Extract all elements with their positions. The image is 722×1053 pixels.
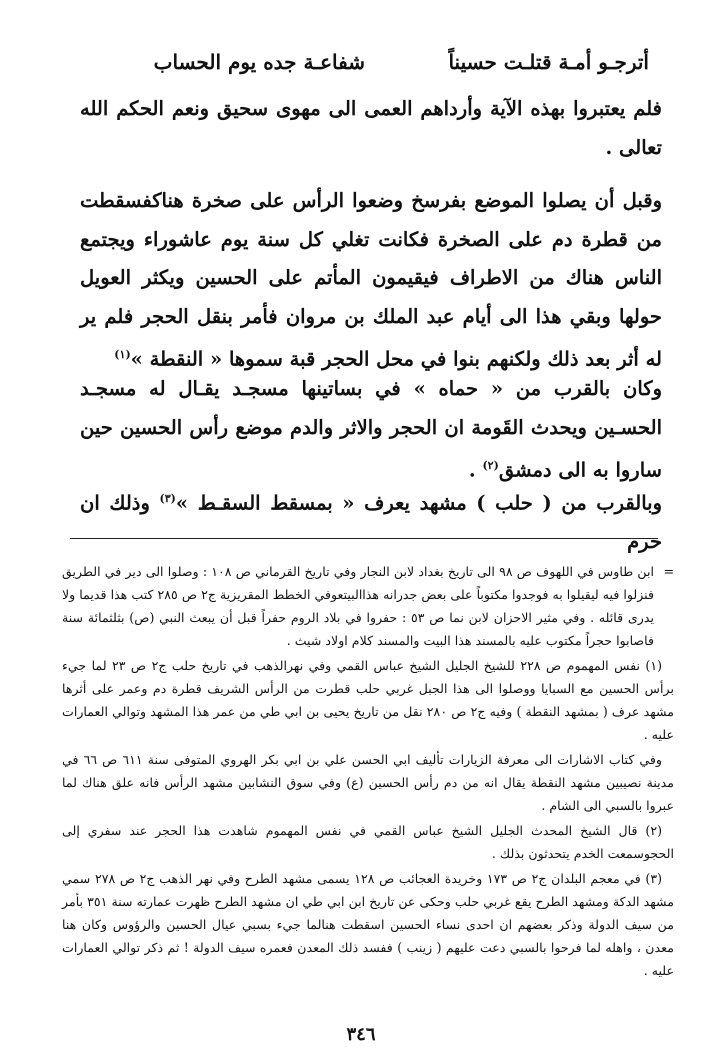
- paragraph-3: [80, 370, 662, 490]
- poem-hemistich-first: أترجـو أمـة قتلـت حسيناً: [448, 50, 649, 74]
- paragraph-2: [80, 182, 662, 379]
- footnote-continued-text: ابن طاوس في اللهوف ص ٩٨ الى تاريخ بغداد لابن النجار وفي تاريخ القرماني ص ١٠٨ : وصلوا الى دير في الطريق فنزلوا فيه ليقيلوا به فوجدوا مكتوباً على بعض جدرانه هذاالبيتعوفي الخطط المقريزية ج٢ ص ٢٨٥ كتب هذا قديما ولا يدرى قائله . وفي مثير الاحزان لابن نما ص ٥٣ : حفروا في بلاد الروم حفراً قبل أن يبعث النبي (ص) بثلثمائة سنة فاصابوا حجراً مكتوب عليه بالمسند هذا البيت والمسند كلام اولاد شيث .: [62, 564, 654, 648]
- poem-verse: [95, 42, 655, 82]
- footnote-2: (٢) قال الشيخ المحدث الجليل الشيخ عباس القمي في نفس المهموم شاهدت هذا الحجر عند سفري إلى الحجوسمعت الخدم يتحدثون بذلك .: [62, 823, 674, 861]
- paragraph-1: فلم يعتبروا بهذه الآية وأرداهم العمى الى مهوى سحيق ونعم الحكم الله تعالى .: [80, 97, 662, 159]
- poem-hemistich-second: شفاعـة جده يوم الحساب: [153, 50, 365, 74]
- footnote-continued: [62, 560, 674, 652]
- page-number: ٣٤٦: [346, 1024, 376, 1045]
- paragraph-4-text: وبالقرب من ( حلب ) مشهد يعرف « بمسقط السقـط »: [175, 491, 662, 515]
- footnote-divider: [70, 538, 658, 539]
- paragraph-4: [80, 480, 662, 562]
- footnote-3: (٣) في معجم البلدان ج٢ ص ١٧٣ وخريدة العجائب ص ١٢٨ يسمى مشهد الطرح وفي نهر الذهب ج٢ ص ٢٧٨ سمي مشهد الدكة ومشهد الطرح يقع غربي حلب وحكى عن تاريخ ابن ابي طي ان مشهد الطرح ظهرت عمارته سنة ٣٥١ بأمر من سيف الدولة وذكر بعضهم ان احدى نساء الحسين اسقطت هنالما جيء بسبي عيال الحسين والرؤوس وكان هنا معدن ، واهله لما فرحوا بالسبي دعت عليهم ( زينب ) ففسد ذلك المعدن فعمره سيف الدولة ! ثم ذكر توالي العمارات عليه .: [62, 871, 674, 978]
- paragraph-2-text: وقبل أن يصلوا الموضع بفرسخ وضعوا الرأس على صخرة هناكفسقطت من قطرة دم على الصخرة فكانت تغلي كل سنة يوم عاشوراء ويجتمع الناس هناك من الاطراف فيقيمون المأتم على الحسين ويكثر العويل حولها وبقي هذا الى أيام عبد الملك بن مروان فأمر بنقل الحجر فلم ير له أثر بعد ذلك ولكنهم بنوا في محل الحجر قبة سموها « النقطة »: [80, 189, 662, 371]
- footnote-ref-3: (٣): [159, 492, 176, 505]
- footnote-1-extra: وفي كتاب الاشارات الى معرفة الزيارات تأليف ابي الحسن علي بن ابي بكر الهروي المتوفى سنة ٦١١ ص ٦٦ في مدينة نصيبين مشهد النقطة يقال انه من دم رأس الحسين (ع) وفي سوق النشابين مشهد الرأس فانه علق هناك لما عبروا بالسبي الى الشام .: [62, 752, 674, 813]
- footnotes: [62, 560, 674, 984]
- paragraph-3-end: .: [468, 458, 483, 482]
- continuation-mark: =: [663, 564, 674, 579]
- paragraph-4-continuation: وذلك ان حرم: [80, 491, 662, 553]
- footnote-ref-1: (١): [114, 348, 131, 361]
- footnote-1: (١) نفس المهموم ص ٢٢٨ للشيخ الجليل الشيخ عباس القمي وفي نهرالذهب في تاريخ حلب ج٢ ص ٢٣ لما جيء برأس الحسين مع السبايا ووصلوا الى هذا الجبل غربي حلب قطرت من الرأس الشريف قطرة دم وعمر على أثرها مشهد عرف ( بمشهد النقطة ) وفيه ج٢ ص ٢٨٠ نقل من تاريخ يحيى بن ابي طي من عمر هذا المشهد وتوالي العمارات عليه .: [62, 658, 674, 742]
- footnote-ref-2: (٢): [482, 459, 499, 472]
- paragraph-3-text: وكان بالقرب من « حماه » في بساتينها مسجـد يقـال له مسجـد الحسـين ويحدث القَومة ان الحجر والاثر والدم موضع رأس الحسين حين ساروا به الى دمشق: [80, 377, 662, 482]
